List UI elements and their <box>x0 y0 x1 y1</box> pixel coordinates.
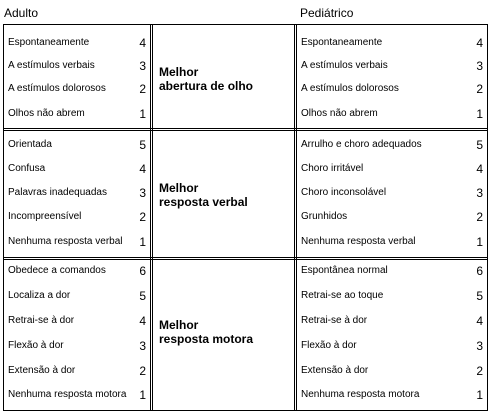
row-score: 2 <box>139 210 146 224</box>
row-label: Palavras inadequadas <box>8 187 107 198</box>
row-score: 4 <box>476 162 483 176</box>
adult-verbal-row <box>8 138 146 152</box>
row-label: Choro inconsolável <box>301 187 387 198</box>
row-score: 2 <box>139 364 146 378</box>
section-title-line: resposta verbal <box>159 195 248 209</box>
row-score: 3 <box>476 339 483 353</box>
row-score: 1 <box>139 388 146 402</box>
row-label: Espontaneamente <box>8 37 90 48</box>
section-title-line: Melhor <box>159 181 199 195</box>
row-score: 5 <box>139 289 146 303</box>
section-motor-response <box>4 260 487 410</box>
row-score: 1 <box>476 107 483 121</box>
row-label: Confusa <box>8 163 46 174</box>
row-label: Extensão à dor <box>301 365 369 376</box>
adult-column-header: Adulto <box>4 6 39 20</box>
adult-verbal-row <box>8 210 146 224</box>
row-label: Localiza a dor <box>8 290 71 301</box>
row-score: 3 <box>476 59 483 73</box>
section-title-line: Melhor <box>159 65 199 79</box>
pediatric-motor-row <box>301 289 483 303</box>
scale-table <box>3 24 488 411</box>
adult-verbal-row <box>8 235 146 249</box>
section-eye-opening <box>4 25 487 128</box>
row-score: 1 <box>139 107 146 121</box>
row-label: Olhos não abrem <box>301 108 378 119</box>
row-label: Espontânea normal <box>301 265 388 276</box>
row-score: 4 <box>139 162 146 176</box>
row-score: 4 <box>476 314 483 328</box>
pediatric-motor-row <box>301 339 483 353</box>
row-label: A estímulos verbais <box>301 60 388 71</box>
row-label: Orientada <box>8 139 52 150</box>
section-title-line: Melhor <box>159 318 199 332</box>
row-label: Arrulho e choro adequados <box>301 139 422 150</box>
row-label: Retrai-se à dor <box>301 315 368 326</box>
row-label: A estímulos dolorosos <box>301 83 399 94</box>
row-label: Incompreensível <box>8 211 82 222</box>
row-score: 3 <box>476 186 483 200</box>
row-label: A estímulos verbais <box>8 60 95 71</box>
pediatric-eye-row <box>301 59 483 73</box>
row-label: Flexão à dor <box>301 340 357 351</box>
row-score: 3 <box>139 186 146 200</box>
adult-verbal-row <box>8 162 146 176</box>
row-label: Retrai-se ao toque <box>301 290 384 301</box>
section-verbal-response <box>4 131 487 257</box>
pediatric-motor-row <box>301 314 483 328</box>
pediatric-eye-row <box>301 82 483 96</box>
adult-motor-row <box>8 264 146 278</box>
pediatric-motor-row <box>301 388 483 402</box>
row-score: 3 <box>139 59 146 73</box>
row-score: 5 <box>476 289 483 303</box>
row-score: 2 <box>476 82 483 96</box>
row-score: 2 <box>476 364 483 378</box>
row-label: Retrai-se à dor <box>8 315 75 326</box>
adult-motor-row <box>8 314 146 328</box>
row-score: 1 <box>476 235 483 249</box>
row-score: 3 <box>139 339 146 353</box>
adult-verbal-row <box>8 186 146 200</box>
row-score: 6 <box>139 264 146 278</box>
adult-eye-row <box>8 82 146 96</box>
row-score: 2 <box>476 210 483 224</box>
adult-motor-row <box>8 339 146 353</box>
row-score: 1 <box>476 388 483 402</box>
row-score: 2 <box>139 82 146 96</box>
adult-motor-row <box>8 388 146 402</box>
row-label: Nenhuma resposta verbal <box>8 236 123 247</box>
section-title-line: abertura de olho <box>159 79 254 93</box>
row-label: Flexão à dor <box>8 340 64 351</box>
section-title-line: resposta motora <box>159 332 254 346</box>
row-label: Nenhuma resposta verbal <box>301 236 416 247</box>
pediatric-verbal-row <box>301 162 483 176</box>
row-label: Nenhuma resposta motora <box>301 389 420 400</box>
row-label: A estímulos dolorosos <box>8 83 106 94</box>
row-label: Choro irritável <box>301 163 364 174</box>
adult-motor-row <box>8 364 146 378</box>
row-score: 4 <box>139 36 146 50</box>
pediatric-column-header: Pediátrico <box>300 6 354 20</box>
row-label: Extensão à dor <box>8 365 76 376</box>
row-score: 4 <box>139 314 146 328</box>
section-title-motor-response <box>159 318 295 346</box>
row-label: Obedece a comandos <box>8 265 106 276</box>
row-score: 1 <box>139 235 146 249</box>
row-label: Espontaneamente <box>301 37 383 48</box>
pediatric-verbal-row <box>301 235 483 249</box>
row-score: 6 <box>476 264 483 278</box>
section-title-verbal-response <box>159 181 295 209</box>
adult-eye-row <box>8 36 146 50</box>
row-label: Nenhuma resposta motora <box>8 389 127 400</box>
pediatric-motor-row <box>301 264 483 278</box>
section-title-eye-opening <box>159 65 295 93</box>
row-label: Olhos não abrem <box>8 108 85 119</box>
pediatric-motor-row <box>301 364 483 378</box>
pediatric-eye-row <box>301 107 483 121</box>
row-score: 4 <box>476 36 483 50</box>
row-score: 5 <box>139 138 146 152</box>
pediatric-verbal-row <box>301 210 483 224</box>
row-label: Grunhidos <box>301 211 348 222</box>
adult-eye-row <box>8 59 146 73</box>
adult-motor-row <box>8 289 146 303</box>
pediatric-eye-row <box>301 36 483 50</box>
pediatric-verbal-row <box>301 186 483 200</box>
adult-eye-row <box>8 107 146 121</box>
row-score: 5 <box>476 138 483 152</box>
pediatric-verbal-row <box>301 138 483 152</box>
